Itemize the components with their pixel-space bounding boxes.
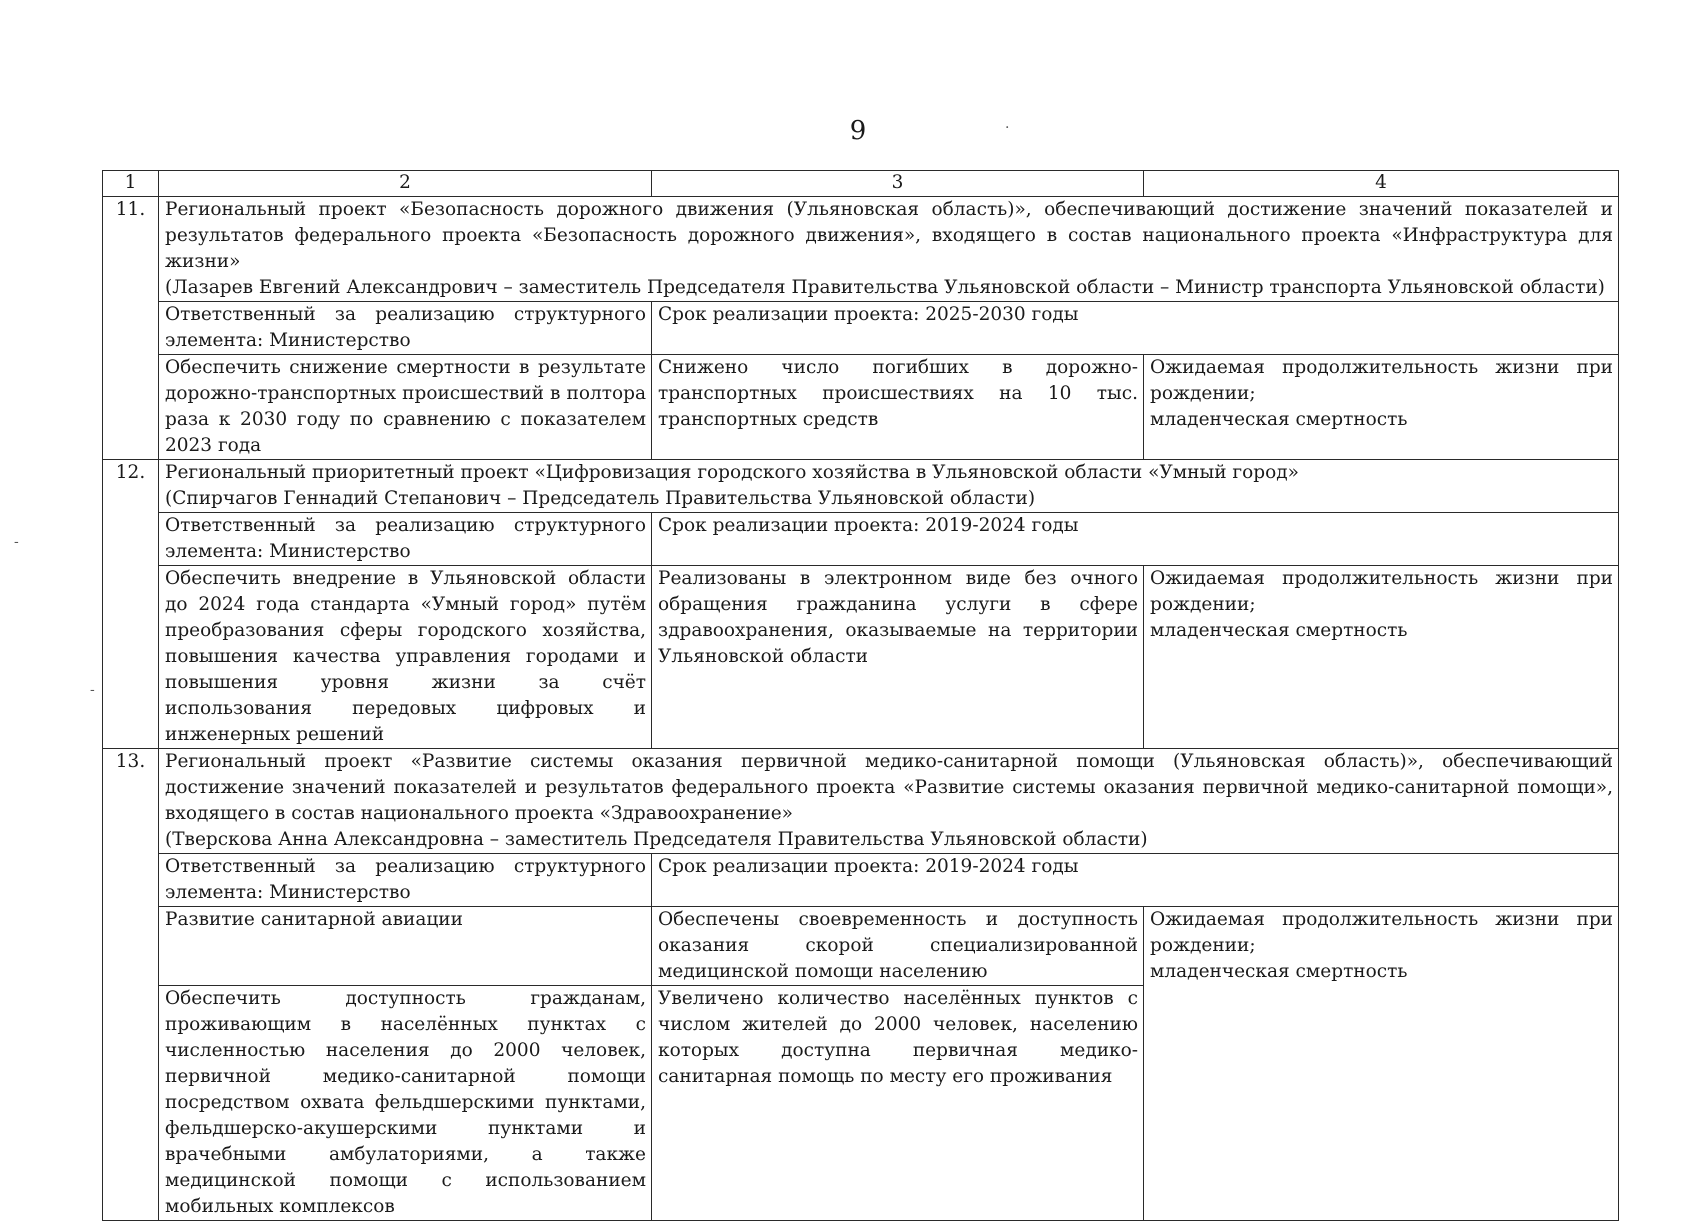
term-cell: Срок реализации проекта: 2025-2030 годы <box>652 302 1619 355</box>
result-cell: Снижено число погибших в дорожно-транспортных происшествиях на 10 тыс. транспортных средств <box>652 355 1144 460</box>
project-curator: (Лазарев Евгений Александрович – заместитель Председателя Правительства Ульяновской области – Министр транспорта Ульяновской области) <box>165 277 1605 298</box>
goal-row <box>103 355 1619 460</box>
project-title-cell <box>159 197 1619 302</box>
row-number: 12. <box>103 460 159 749</box>
scan-speck: · <box>1005 120 1010 136</box>
goal-row <box>103 907 1619 986</box>
goal-cell: Обеспечить внедрение в Ульяновской области до 2024 года стандарта «Умный город» путём преобразования сферы городского хозяйства, повышения качества управления городами и повышения уровня жизни за счёт использования передовых цифровых и инженерных решений <box>159 566 652 749</box>
row-number: 13. <box>103 749 159 1221</box>
project-title: Региональный проект «Развитие системы оказания первичной медико-санитарной помощи (Ульяновская область)», обеспечивающий достижение значений показателей и результатов федерального проекта «Развитие системы оказания первичной медико-санитарной помощи», входящего в состав национального проекта «Здравоохранение» <box>165 751 1613 824</box>
indicator-item: Ожидаемая продолжительность жизни при рождении; <box>1150 357 1613 404</box>
indicators-cell <box>1144 566 1619 749</box>
column-header: 3 <box>652 171 1144 197</box>
column-header: 2 <box>159 171 652 197</box>
indicator-item: Ожидаемая продолжительность жизни при рождении; <box>1150 909 1613 956</box>
goal-cell: Обеспечить снижение смертности в результате дорожно-транспортных происшествий в полтора раза к 2030 году по сравнению с показателем 2023 года <box>159 355 652 460</box>
goal-cell: Обеспечить доступность гражданам, проживающим в населённых пунктах с численностью населения до 2000 человек, первичной медико-санитарной помощи посредством охвата фельдшерскими пунктами, фельдшерско-акушерскими пунктами и врачебными амбулаториями, а также медицинской помощи с использованием мобильных комплексов <box>159 986 652 1221</box>
responsible-cell: Ответственный за реализацию структурного элемента: Министерство <box>159 513 652 566</box>
indicator-item: младенческая смертность <box>1150 620 1408 641</box>
project-title-cell <box>159 460 1619 513</box>
responsible-cell: Ответственный за реализацию структурного элемента: Министерство <box>159 302 652 355</box>
project-title-cell <box>159 749 1619 854</box>
result-cell: Обеспечены своевременность и доступность оказания скорой специализированной медицинской помощи населению <box>652 907 1144 986</box>
responsible-row <box>103 513 1619 566</box>
scan-speck: - <box>90 682 95 698</box>
indicator-item: младенческая смертность <box>1150 409 1408 430</box>
term-cell: Срок реализации проекта: 2019-2024 годы <box>652 854 1619 907</box>
indicators-cell <box>1144 907 1619 1221</box>
result-cell: Реализованы в электронном виде без очного обращения гражданина услуги в сфере здравоохранения, оказываемые на территории Ульяновской области <box>652 566 1144 749</box>
indicator-item: младенческая смертность <box>1150 961 1408 982</box>
row-number: 11. <box>103 197 159 460</box>
document-table <box>102 170 1619 1221</box>
result-cell: Увеличено количество населённых пунктов с числом жителей до 2000 человек, населению которых доступна первичная медико-санитарная помощь по месту его проживания <box>652 986 1144 1221</box>
responsible-row <box>103 302 1619 355</box>
project-title-row <box>103 460 1619 513</box>
responsible-cell: Ответственный за реализацию структурного элемента: Министерство <box>159 854 652 907</box>
indicators-cell <box>1144 355 1619 460</box>
project-title-row <box>103 197 1619 302</box>
column-header: 1 <box>103 171 159 197</box>
column-header: 4 <box>1144 171 1619 197</box>
column-number-row <box>103 171 1619 197</box>
indicator-item: Ожидаемая продолжительность жизни при рождении; <box>1150 568 1613 615</box>
project-title-row <box>103 749 1619 854</box>
scan-speck: - <box>14 534 19 550</box>
term-cell: Срок реализации проекта: 2019-2024 годы <box>652 513 1619 566</box>
goal-cell: Развитие санитарной авиации <box>159 907 652 986</box>
goal-row <box>103 566 1619 749</box>
project-title: Региональный проект «Безопасность дорожного движения (Ульяновская область)», обеспечивающий достижение значений показателей и результатов федерального проекта «Безопасность дорожного движения», входящего в состав национального проекта «Инфраструктура для жизни» <box>165 199 1613 272</box>
project-curator: (Спирчагов Геннадий Степанович – Председатель Правительства Ульяновской области) <box>165 488 1036 509</box>
project-title: Региональный приоритетный проект «Цифровизация городского хозяйства в Ульяновской области «Умный город» <box>165 462 1299 483</box>
project-curator: (Тверскова Анна Александровна – заместитель Председателя Правительства Ульяновской области) <box>165 829 1148 850</box>
page-number: 9 <box>849 116 867 146</box>
responsible-row <box>103 854 1619 907</box>
